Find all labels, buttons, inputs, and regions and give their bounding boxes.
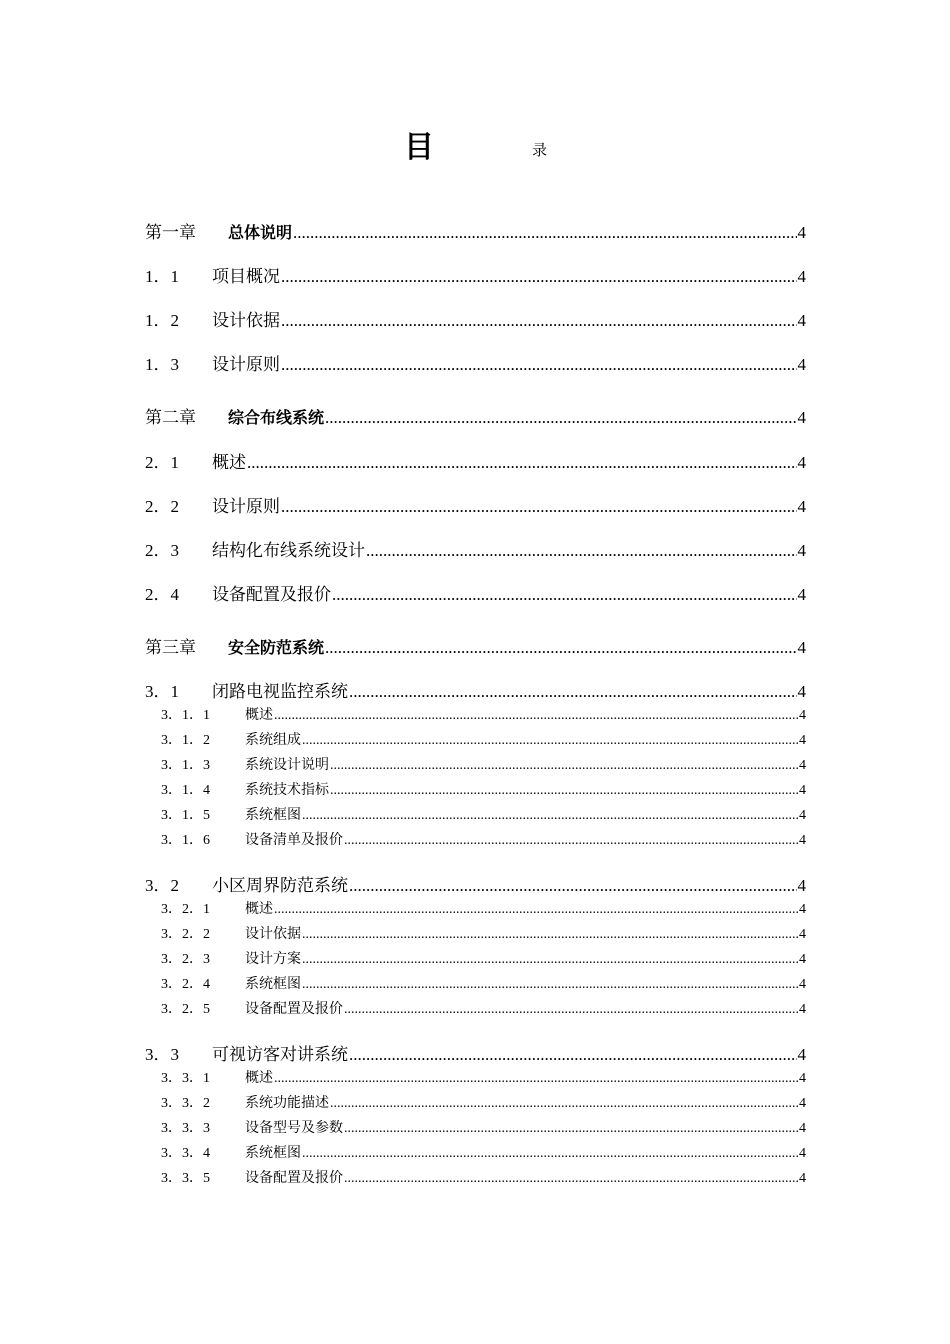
toc-entry-number: 3．3．4	[161, 1146, 210, 1161]
toc-entry-title: 总体说明	[228, 223, 293, 242]
toc-entry-page: 4	[799, 927, 806, 942]
toc-entry-page: 4	[799, 977, 806, 992]
toc-entry-page: 4	[799, 1146, 806, 1161]
toc-entry-title: 设备配置及报价	[245, 1171, 343, 1186]
toc-entry-page: 4	[799, 902, 806, 917]
toc-entry-page: 4	[799, 783, 806, 798]
toc-entry-title: 概述	[245, 708, 273, 723]
toc-dot-leader	[366, 541, 797, 561]
toc-entry-page: 4	[797, 638, 806, 657]
toc-dot-leader	[302, 733, 798, 749]
toc-dot-leader	[332, 585, 797, 605]
toc-entry-number: 3．1．5	[161, 808, 210, 823]
toc-dot-leader	[325, 408, 796, 428]
toc-entry-page: 4	[797, 876, 806, 895]
toc-dot-leader	[293, 223, 796, 243]
toc-dot-leader	[281, 355, 797, 375]
toc-dot-leader	[302, 1146, 798, 1162]
toc-entry-title: 概述	[245, 902, 273, 917]
toc-entry-level2[interactable]	[145, 492, 806, 516]
toc-entry-number: 3．1．6	[161, 833, 210, 848]
toc-entry-title: 系统组成	[245, 733, 301, 748]
toc-dot-leader	[281, 311, 797, 331]
toc-entry-level2[interactable]	[145, 306, 806, 330]
toc-entry-page: 4	[799, 833, 806, 848]
toc-entry-level2[interactable]	[145, 871, 806, 895]
toc-entry-number: 3．2．4	[161, 977, 210, 992]
toc-entry-level3[interactable]	[145, 829, 806, 849]
toc-entry-page: 4	[797, 1045, 806, 1064]
toc-entry-title: 设计原则	[212, 355, 280, 374]
toc-entry-number: 3．1．1	[161, 708, 210, 723]
toc-entry-page: 4	[799, 733, 806, 748]
toc-entry-level3[interactable]	[145, 804, 806, 824]
toc-entry-number: 3．3．3	[161, 1121, 210, 1136]
toc-entry-title: 系统技术指标	[245, 783, 329, 798]
toc-dot-leader	[330, 758, 798, 774]
toc-entry-title: 系统设计说明	[245, 758, 329, 773]
toc-entry-title: 可视访客对讲系统	[212, 1045, 348, 1064]
toc-entry-title: 安全防范系统	[228, 638, 325, 657]
toc-entry-level3[interactable]	[145, 1167, 806, 1187]
toc-entry-level3[interactable]	[145, 948, 806, 968]
toc-entry-title: 概述	[245, 1071, 273, 1086]
toc-entry-title: 设备清单及报价	[245, 833, 343, 848]
toc-entry-page: 4	[799, 1071, 806, 1086]
toc-dot-leader	[325, 638, 796, 658]
toc-entry-number: 3．2	[145, 876, 179, 895]
toc-entry-number: 3．1．3	[161, 758, 210, 773]
toc-entry-page: 4	[797, 682, 806, 701]
toc-entry-title: 项目概况	[212, 267, 280, 286]
toc-entry-level3[interactable]	[145, 898, 806, 918]
toc-entry-page: 4	[799, 1096, 806, 1111]
toc-entry-number: 3．3．5	[161, 1171, 210, 1186]
toc-entry-title: 系统框图	[245, 977, 301, 992]
toc-entry-page: 4	[797, 355, 806, 374]
toc-entry-page: 4	[799, 808, 806, 823]
toc-dot-leader	[349, 876, 797, 896]
toc-title	[0, 128, 950, 168]
toc-entry-level3[interactable]	[145, 729, 806, 749]
toc-entry-level2[interactable]	[145, 262, 806, 286]
toc-dot-leader	[302, 977, 798, 993]
toc-entry-title: 设计依据	[245, 927, 301, 942]
toc-entry-level3[interactable]	[145, 1117, 806, 1137]
toc-entry-level3[interactable]	[145, 1142, 806, 1162]
toc-dot-leader	[247, 453, 797, 473]
toc-entry-page: 4	[797, 311, 806, 330]
toc-entry-level2[interactable]	[145, 677, 806, 701]
toc-dot-leader	[281, 497, 797, 517]
toc-entry-number: 第三章	[145, 638, 196, 657]
toc-entry-number: 3．2．3	[161, 952, 210, 967]
toc-entry-level2[interactable]	[145, 1040, 806, 1064]
toc-dot-leader	[274, 708, 798, 724]
toc-entry-title: 闭路电视监控系统	[212, 682, 348, 701]
toc-entry-title: 设备配置及报价	[212, 585, 331, 604]
toc-entry-page: 4	[797, 585, 806, 604]
toc-entry-level1[interactable]	[145, 403, 806, 427]
toc-entry-page: 4	[799, 1121, 806, 1136]
toc-dot-leader	[281, 267, 797, 287]
toc-dot-leader	[274, 902, 798, 918]
toc-entry-number: 第二章	[145, 408, 196, 427]
toc-entry-number: 3．3．1	[161, 1071, 210, 1086]
toc-dot-leader	[274, 1071, 798, 1087]
toc-dot-leader	[302, 927, 798, 943]
toc-entry-title: 结构化布线系统设计	[212, 541, 365, 560]
toc-entry-number: 1．2	[145, 311, 179, 330]
toc-entry-number: 3．2．5	[161, 1002, 210, 1017]
toc-entry-number: 3．2．1	[161, 902, 210, 917]
toc-entry-number: 3．1	[145, 682, 179, 701]
toc-entry-number: 3．1．2	[161, 733, 210, 748]
toc-entry-page: 4	[797, 408, 806, 427]
toc-dot-leader	[302, 952, 798, 968]
toc-dot-leader	[344, 1121, 798, 1137]
toc-entry-level3[interactable]	[145, 1092, 806, 1112]
toc-entry-number: 3．2．2	[161, 927, 210, 942]
toc-entry-number: 第一章	[145, 223, 196, 242]
toc-entry-number: 3．3．2	[161, 1096, 210, 1111]
toc-entry-number: 2．1	[145, 453, 179, 472]
toc-entry-level3[interactable]	[145, 923, 806, 943]
toc-entry-page: 4	[797, 223, 806, 242]
toc-dot-leader	[349, 1045, 797, 1065]
toc-entry-page: 4	[799, 758, 806, 773]
toc-entry-number: 3．1．4	[161, 783, 210, 798]
toc-entry-page: 4	[799, 708, 806, 723]
toc-entry-level2[interactable]	[145, 536, 806, 560]
toc-entry-page: 4	[797, 453, 806, 472]
toc-entry-title: 小区周界防范系统	[212, 876, 348, 895]
toc-entry-title: 设备型号及参数	[245, 1121, 343, 1136]
toc-entry-title: 设备配置及报价	[245, 1002, 343, 1017]
toc-entry-level3[interactable]	[145, 998, 806, 1018]
toc-dot-leader	[344, 1002, 798, 1018]
toc-entry-level3[interactable]	[145, 704, 806, 724]
toc-entry-number: 2．4	[145, 585, 179, 604]
toc-entry-title: 设计依据	[212, 311, 280, 330]
toc-title-sub: 录	[532, 141, 548, 159]
toc-entry-title: 系统框图	[245, 1146, 301, 1161]
toc-entry-title: 系统框图	[245, 808, 301, 823]
toc-entry-number: 1．1	[145, 267, 179, 286]
toc-entry-number: 1．3	[145, 355, 179, 374]
toc-title-main: 目	[404, 130, 434, 165]
toc-entry-level1[interactable]	[145, 218, 806, 242]
toc-entry-page: 4	[797, 541, 806, 560]
toc-entry-page: 4	[797, 497, 806, 516]
toc-entry-title: 系统功能描述	[245, 1096, 329, 1111]
toc-entry-level2[interactable]	[145, 350, 806, 374]
toc-entry-number: 3．3	[145, 1045, 179, 1064]
toc-dot-leader	[344, 833, 798, 849]
toc-entry-title: 概述	[212, 453, 246, 472]
toc-entry-page: 4	[797, 267, 806, 286]
toc-entry-page: 4	[799, 1171, 806, 1186]
toc-entry-number: 2．2	[145, 497, 179, 516]
toc-entry-number: 2．3	[145, 541, 179, 560]
toc-entry-level3[interactable]	[145, 973, 806, 993]
toc-entry-level3[interactable]	[145, 754, 806, 774]
toc-entry-page: 4	[799, 952, 806, 967]
toc-dot-leader	[349, 682, 797, 702]
toc-entry-page: 4	[799, 1002, 806, 1017]
toc-dot-leader	[344, 1171, 798, 1187]
toc-entry-level3[interactable]	[145, 1067, 806, 1087]
toc-entry-title: 设计方案	[245, 952, 301, 967]
toc-entry-level2[interactable]	[145, 580, 806, 604]
toc-dot-leader	[302, 808, 798, 824]
toc-entry-title: 综合布线系统	[228, 408, 325, 427]
toc-entry-level3[interactable]	[145, 779, 806, 799]
toc-dot-leader	[330, 783, 798, 799]
toc-entry-level1[interactable]	[145, 633, 806, 657]
toc-entry-title: 设计原则	[212, 497, 280, 516]
toc-dot-leader	[330, 1096, 798, 1112]
toc-entry-level2[interactable]	[145, 448, 806, 472]
